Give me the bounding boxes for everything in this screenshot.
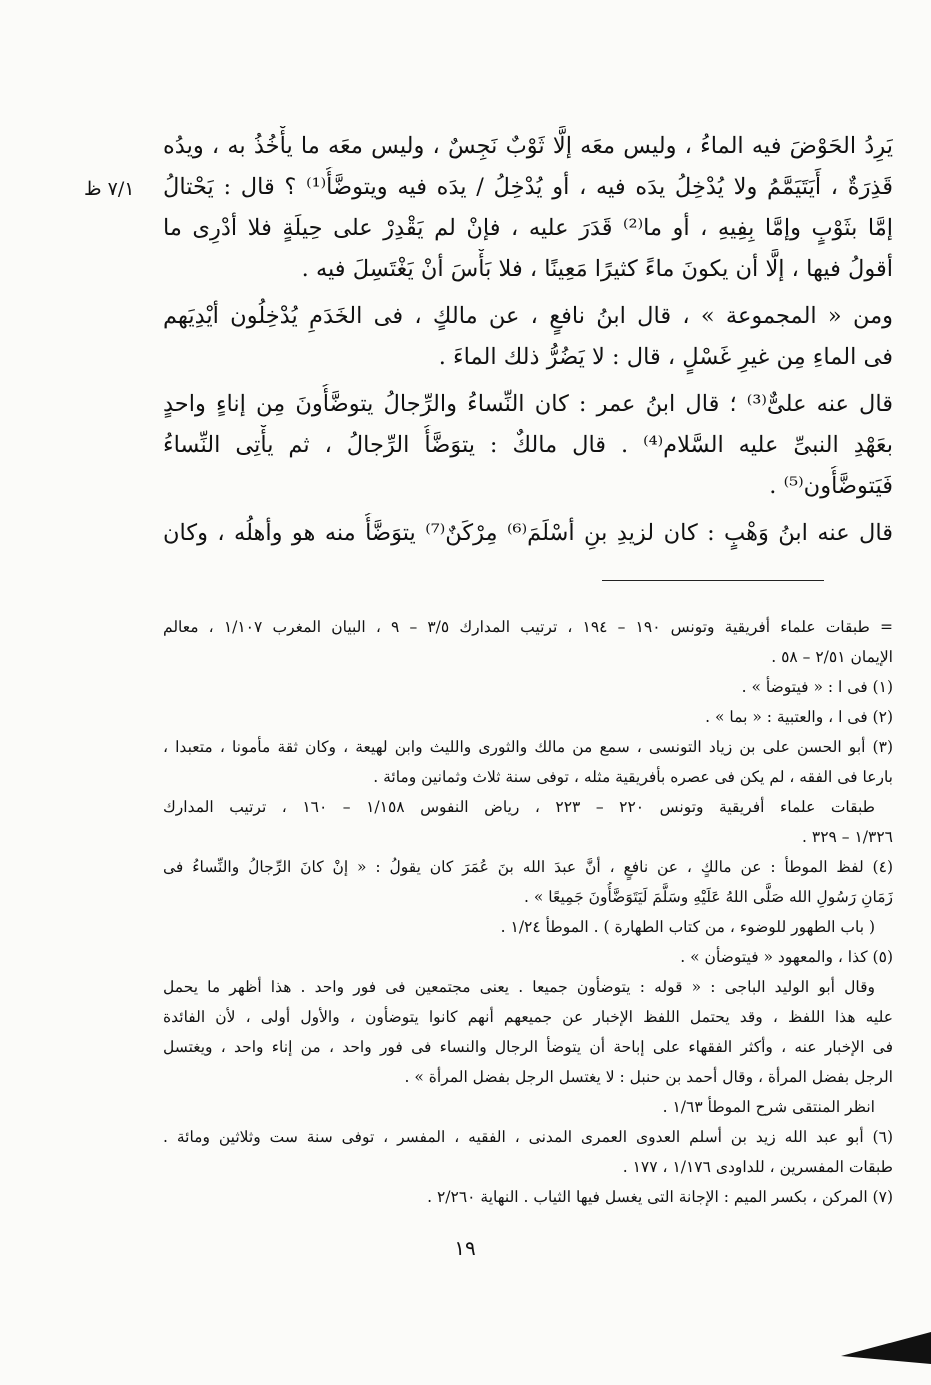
text-line: قَذِرَةٌ ، أَيَتَيَمَّمُ ولا يُدْخِلُ يدَه فيه ، أو يُدْخِلُ / يدَه فيه ويتوضَّأُ⁽¹⁾ ؟ قال : يَحْتالُ	[163, 174, 893, 200]
footnote-line: (٦) أبو عبد الله زيد بن أسلم العدوى العمرى المدنى ، الفقيه ، المفسر ، توفى سنة ست وثلاثين ومائة .	[163, 1128, 893, 1146]
footnote-line: فى الإخبار عنه ، وأكثر الفقهاء على إباحة أن يتوضأ الرجال والنساء فى فور واحد ، من إناء واحد ، ويغتسل	[163, 1038, 893, 1056]
text-line: بعَهْدِ النبىِّ عليه السَّلام⁽⁴⁾ . قال مالكٌ : يتوَضَّأُ الرِّجالُ ، ثم يأْتِى النِّساءُ	[163, 432, 893, 458]
text-line: فَيَتوضَّأُون⁽⁵⁾ .	[769, 473, 893, 499]
footnote-line: عليه هذا اللفظ ، وقد يحتمل اللفظ الإخبار عن جميعهم أنهم كانوا يتوضأون ، والأول أولى ، لأن الفائدة	[163, 1008, 893, 1026]
text-line: إمَّا بثَوْبٍ وإمَّا بِفِيهِ ، أو ما⁽²⁾ قَدَرَ عليه ، فإنْ لم يَقْدِرْ على حِيلَةٍ فلا أدْرِى ما	[163, 215, 893, 241]
footnote-line: (٧) المركن ، بكسر الميم : الإجانة التى يغسل فيها الثياب . النهاية ٢/٢٦٠ .	[427, 1188, 893, 1206]
footnote-line: ١/٣٢٦ – ٣٢٩ .	[802, 828, 893, 846]
text-line: قال عنه ابنُ وَهْبٍ : كان لزيدِ بنِ أسْلَمَ⁽⁶⁾ مِرْكَنٌ⁽⁷⁾ يتوَضَّأُ منه هو وأهلُه ، وكان	[163, 520, 893, 546]
marginal-folio-note: ٧/١ ظ	[84, 178, 135, 200]
footnotes	[163, 612, 893, 1212]
footnote-line: ( باب الطهور للوضوء ، من كتاب الطهارة ) . الموطأ ١/٢٤ .	[500, 918, 875, 936]
footnote-line: انظر المنتقى شرح الموطأ ١/٦٣ .	[662, 1098, 875, 1116]
main-text	[163, 126, 893, 554]
text-line: ومن « المجموعة » ، قال ابنُ نافعٍ ، عن مالكٍ ، فى الخَدَمِ يُدْخِلُون أيْدِيَهم	[163, 303, 893, 329]
footnote-line: طبقات علماء أفريقية وتونس ٢٢٠ – ٢٢٣ ، رياض النفوس ١/١٥٨ – ١٦٠ ، ترتيب المدارك	[163, 798, 875, 816]
footnote-line: (٤) لفظ الموطأ : عن مالكٍ ، عن نافعٍ ، أنَّ عبدَ الله بنَ عُمَرَ كان يقولُ : « إنْ كانَ الرِّجالُ والنِّساءُ فى	[163, 858, 893, 876]
footnote-line: (٣) أبو الحسن على بن زياد التونسى ، سمع من مالك والثورى والليث وابن لهيعة ، وكان ثقة مأمونا ، متعبدا ،	[163, 738, 893, 756]
footnote-separator	[602, 580, 824, 581]
footnote-line: زَمَانِ رَسُولِ الله صَلَّى اللهُ عَلَيْهِ وسَلَّمَ لَيَتَوَضَّأُونَ جَمِيعًا » .	[523, 888, 893, 906]
footnote-line: الرجل بفضل المرأة ، وقال أحمد بن حنبل : لا يغتسل الرجل بفضل المرأة » .	[404, 1068, 893, 1086]
page-number: ١٩	[454, 1236, 476, 1260]
footnote-line: (١) فى ا : « فيتوضأ » .	[741, 678, 893, 696]
footnote-line: وقال أبو الوليد الباجى : « قوله : يتوضأون جميعا . يعنى مجتمعين فى فور واحد . هذا أظهر ما يحمل	[163, 978, 875, 996]
footnote-line: (٢) فى ا ، والعتبية : « بما » .	[705, 708, 893, 726]
text-line: يَرِدُ الحَوْضَ فيه الماءُ ، وليس معَه إلَّا ثَوْبٌ نَجِسٌ ، وليس معَه ما يأْخُذُ به ، ويدُه	[163, 133, 893, 159]
footnote-line: الإيمان ٢/٥١ – ٥٨ .	[771, 648, 893, 666]
footnote-line: (٥) كذا ، والمعهود « فيتوضأن » .	[680, 948, 893, 966]
footnote-line: طبقات المفسرين ، للداودى ١/١٧٦ ، ١٧٧ .	[622, 1158, 893, 1176]
corner-wedge-mark	[841, 1330, 931, 1364]
footnote-line: بارعا فى الفقه ، لم يكن فى عصره بأفريقية مثله ، توفى سنة ثلاث وثمانين ومائة .	[373, 768, 893, 786]
footnote-line: = طبقات علماء أفريقية وتونس ١٩٠ – ١٩٤ ، ترتيب المدارك ٣/٥ – ٩ ، البيان المغرب ١/١٠٧ ، معالم	[163, 618, 893, 636]
text-line: قال عنه علىٌّ⁽³⁾ ؛ قال ابنُ عمر : كان النِّساءُ والرِّجالُ يتوضَّأُونَ مِن إناءٍ واحدٍ	[163, 391, 893, 417]
text-line: أقولُ فيها ، إلَّا أن يكونَ ماءً كثيرًا مَعِينًا ، فلا بَأْسَ أنْ يَغْتَسِلَ فيه .	[301, 256, 893, 282]
text-line: فى الماءِ مِن غيرِ غَسْلٍ ، قال : لا يَضُرُّ ذلك الماءَ .	[438, 344, 893, 370]
